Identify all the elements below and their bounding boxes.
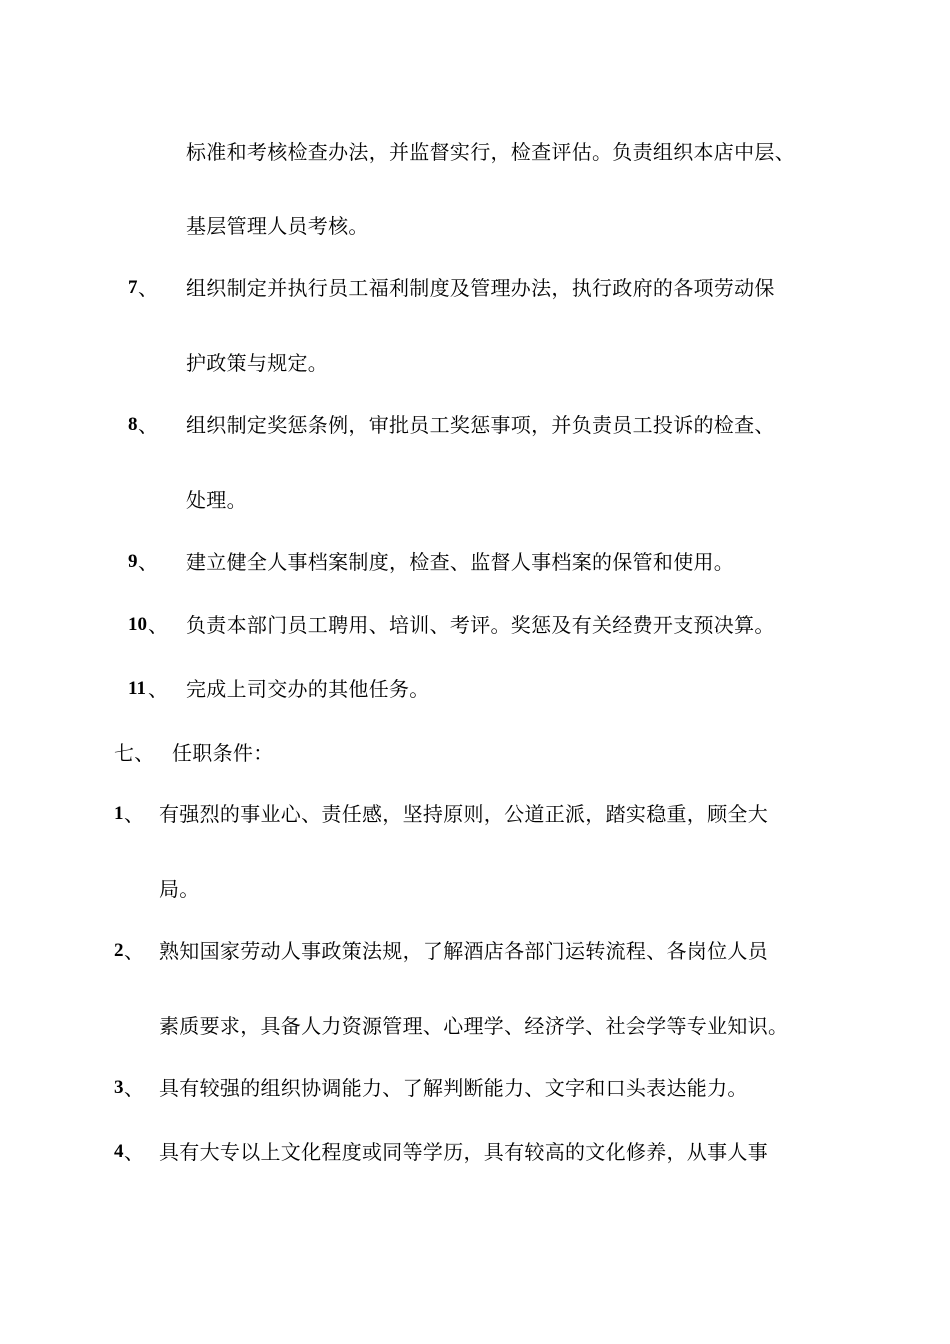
duty-11-separator: 、: [148, 677, 168, 701]
duty-10-separator: 、: [148, 613, 168, 637]
duty-6-line-3: 基层管理人员考核。: [186, 214, 369, 238]
duty-8-number: 8: [128, 414, 138, 435]
duty-10-line-1: 负责本部门员工聘用、培训、考评。奖惩及有关经费开支预决算。: [186, 613, 775, 637]
requirement-3-line-1: 具有较强的组织协调能力、了解判断能力、文字和口头表达能力。: [159, 1076, 748, 1100]
section-7-title: 任职条件：: [172, 741, 274, 765]
requirement-3-separator: 、: [124, 1076, 144, 1100]
requirement-1-separator: 、: [124, 802, 144, 826]
duty-7-line-1: 组织制定并执行员工福利制度及管理办法，执行政府的各项劳动保: [186, 276, 775, 300]
duty-8-separator: 、: [138, 413, 158, 437]
requirement-4-line-1: 具有大专以上文化程度或同等学历，具有较高的文化修养，从事人事: [159, 1140, 768, 1164]
duty-9-number: 9: [128, 551, 138, 572]
duty-9-separator: 、: [138, 550, 158, 574]
duty-11-line-1: 完成上司交办的其他任务。: [186, 677, 430, 701]
duty-8-line-1: 组织制定奖惩条例，审批员工奖惩事项，并负责员工投诉的检查、: [186, 413, 775, 437]
duty-9-line-1: 建立健全人事档案制度，检查、监督人事档案的保管和使用。: [186, 550, 735, 574]
duty-6-line-2: 标准和考核检查办法，并监督实行，检查评估。负责组织本店中层、: [186, 140, 795, 164]
requirement-1-line-1: 有强烈的事业心、责任感，坚持原则，公道正派，踏实稳重，顾全大: [159, 802, 768, 826]
duty-11-number: 11: [128, 678, 146, 699]
requirement-1-number: 1: [114, 803, 124, 824]
requirement-3-number: 3: [114, 1077, 124, 1098]
duty-10-number: 10: [128, 614, 147, 635]
requirement-2-line-1: 熟知国家劳动人事政策法规，了解酒店各部门运转流程、各岗位人员: [159, 939, 768, 963]
requirement-2-line-2: 素质要求，具备人力资源管理、心理学、经济学、社会学等专业知识。: [159, 1014, 789, 1038]
requirement-1-line-2: 局。: [159, 877, 200, 901]
requirement-2-number: 2: [114, 940, 124, 961]
duty-8-line-2: 处理。: [186, 488, 247, 512]
duty-7-separator: 、: [138, 276, 158, 300]
requirement-4-separator: 、: [124, 1140, 144, 1164]
section-7-number: 七、: [114, 741, 155, 765]
duty-7-line-2: 护政策与规定。: [186, 351, 329, 375]
requirement-4-number: 4: [114, 1141, 124, 1162]
duty-7-number: 7: [128, 277, 138, 298]
requirement-2-separator: 、: [124, 939, 144, 963]
